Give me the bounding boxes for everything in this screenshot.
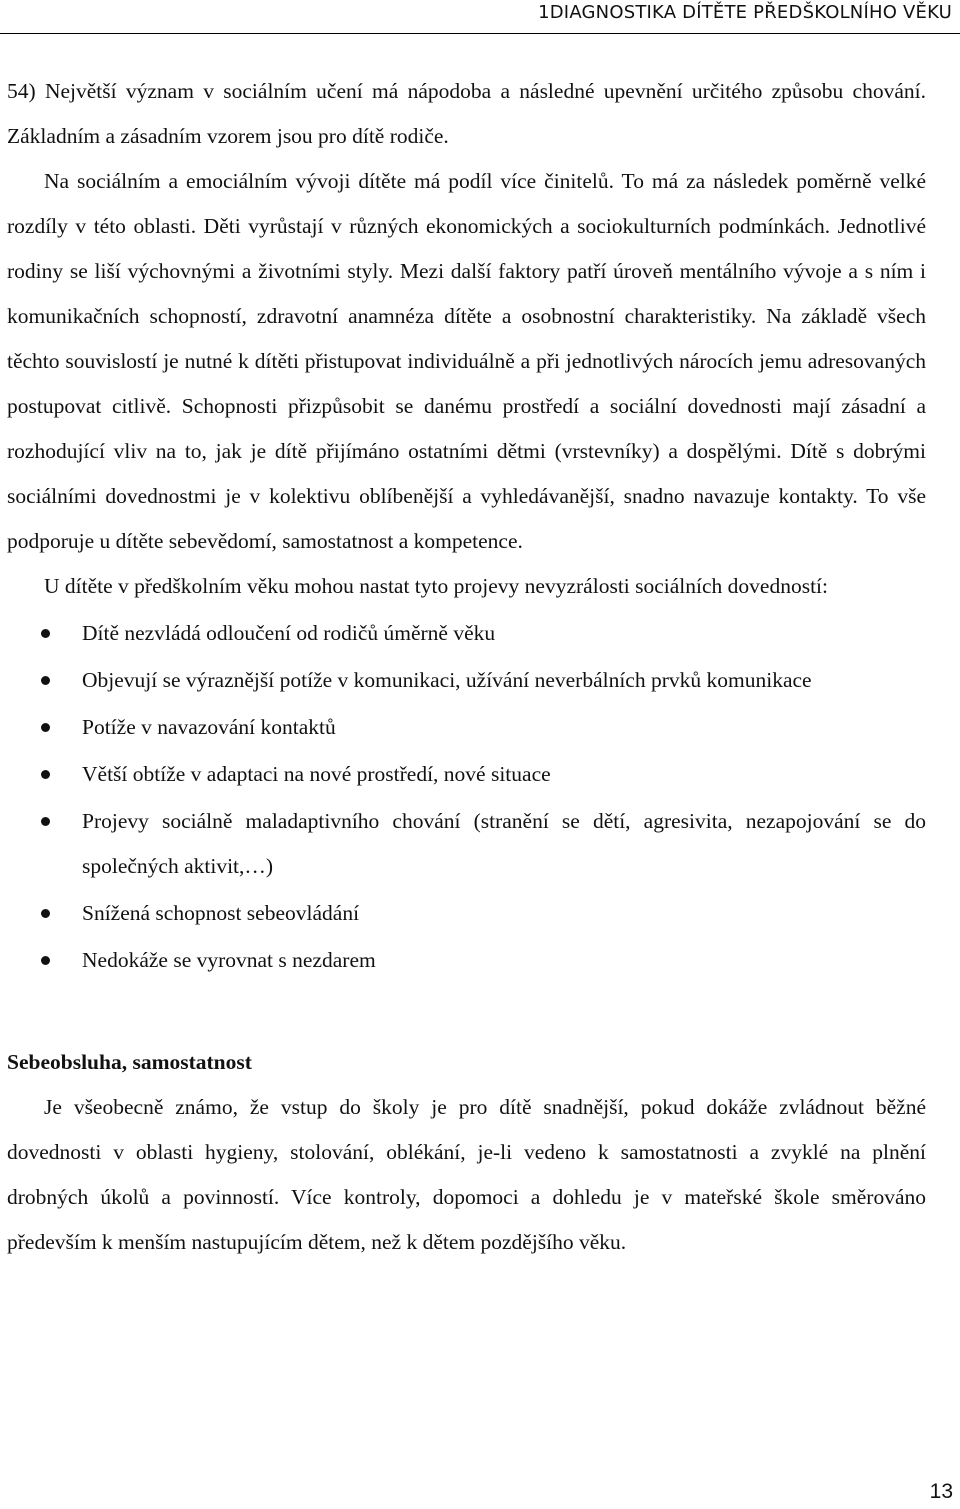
paragraph-3: U dítěte v předškolním věku mohou nastat tyto projevy nevyzrálosti sociálních dovedností: bbox=[44, 574, 829, 598]
section-paragraph: Je všeobecně známo, že vstup do školy je pro dítě snadnější, pokud dokáže zvládnout běžné dovednosti v oblasti hygieny, stolování, oblékání, je-li vedeno k samostatnosti a zvyklé na plnění drobných úkolů a povinností. Více kontroly, dopomoci a dohledu je v mateřské škole směrováno především k menším nastupujícím dětem, než k dětem pozdějšího věku. bbox=[7, 1095, 926, 1254]
page-number: 13 bbox=[929, 1480, 953, 1503]
section-heading: Sebeobsluha, samostatnost bbox=[7, 1050, 252, 1074]
immaturity-symptoms-list bbox=[7, 611, 926, 983]
page-header bbox=[0, 0, 960, 36]
list-item: Snížená schopnost sebeovládání bbox=[7, 891, 926, 936]
chapter-title: 1DIAGNOSTIKA DÍTĚTE PŘEDŠKOLNÍHO VĚKU bbox=[538, 2, 952, 23]
list-item: Potíže v navazování kontaktů bbox=[7, 705, 926, 750]
header-divider bbox=[0, 33, 960, 34]
list-item: Projevy sociálně maladaptivního chování (stranění se dětí, agresivita, nezapojování se do společných aktivit,…) bbox=[7, 799, 926, 889]
list-item: Nedokáže se vyrovnat s nezdarem bbox=[7, 938, 926, 983]
paragraph-2: Na sociálním a emociálním vývoji dítěte má podíl více činitelů. To má za následek poměrně velké rozdíly v této oblasti. Děti vyrůstají v různých ekonomických a sociokulturních podmínkách. Jednotlivé rodiny se liší výchovnými a životními styly. Mezi další faktory patří úroveň mentálního vývoje a s ním i komunikačních schopností, zdravotní anamnéza dítěte a osobnostní charakteristiky. Na základě všech těchto souvislostí je nutné k dítěti přistupovat individuálně a při jednotlivých nárocích jemu adresovaných postupovat citlivě. Schopnosti přizpůsobit se danému prostředí a sociální dovednosti mají zásadní a rozhodující vliv na to, jak je dítě přijímáno ostatními dětmi (vrstevníky) a dospělými. Dítě s dobrými sociálními dovednostmi je v kolektivu oblíbenější a vyhledávanější, snadno navazuje kontakty. To vše podporuje u dítěte sebevědomí, samostatnost a kompetence. bbox=[7, 169, 926, 553]
list-item: Větší obtíže v adaptaci na nové prostředí, nové situace bbox=[7, 752, 926, 797]
list-item: Objevují se výraznější potíže v komunikaci, užívání neverbálních prvků komunikace bbox=[7, 658, 926, 703]
document-body bbox=[7, 69, 926, 1265]
list-item: Dítě nezvládá odloučení od rodičů úměrně věku bbox=[7, 611, 926, 656]
paragraph-1: 54) Největší význam v sociálním učení má nápodoba a následné upevnění určitého způsobu chování. Základním a zásadním vzorem jsou pro dítě rodiče. bbox=[7, 79, 926, 148]
